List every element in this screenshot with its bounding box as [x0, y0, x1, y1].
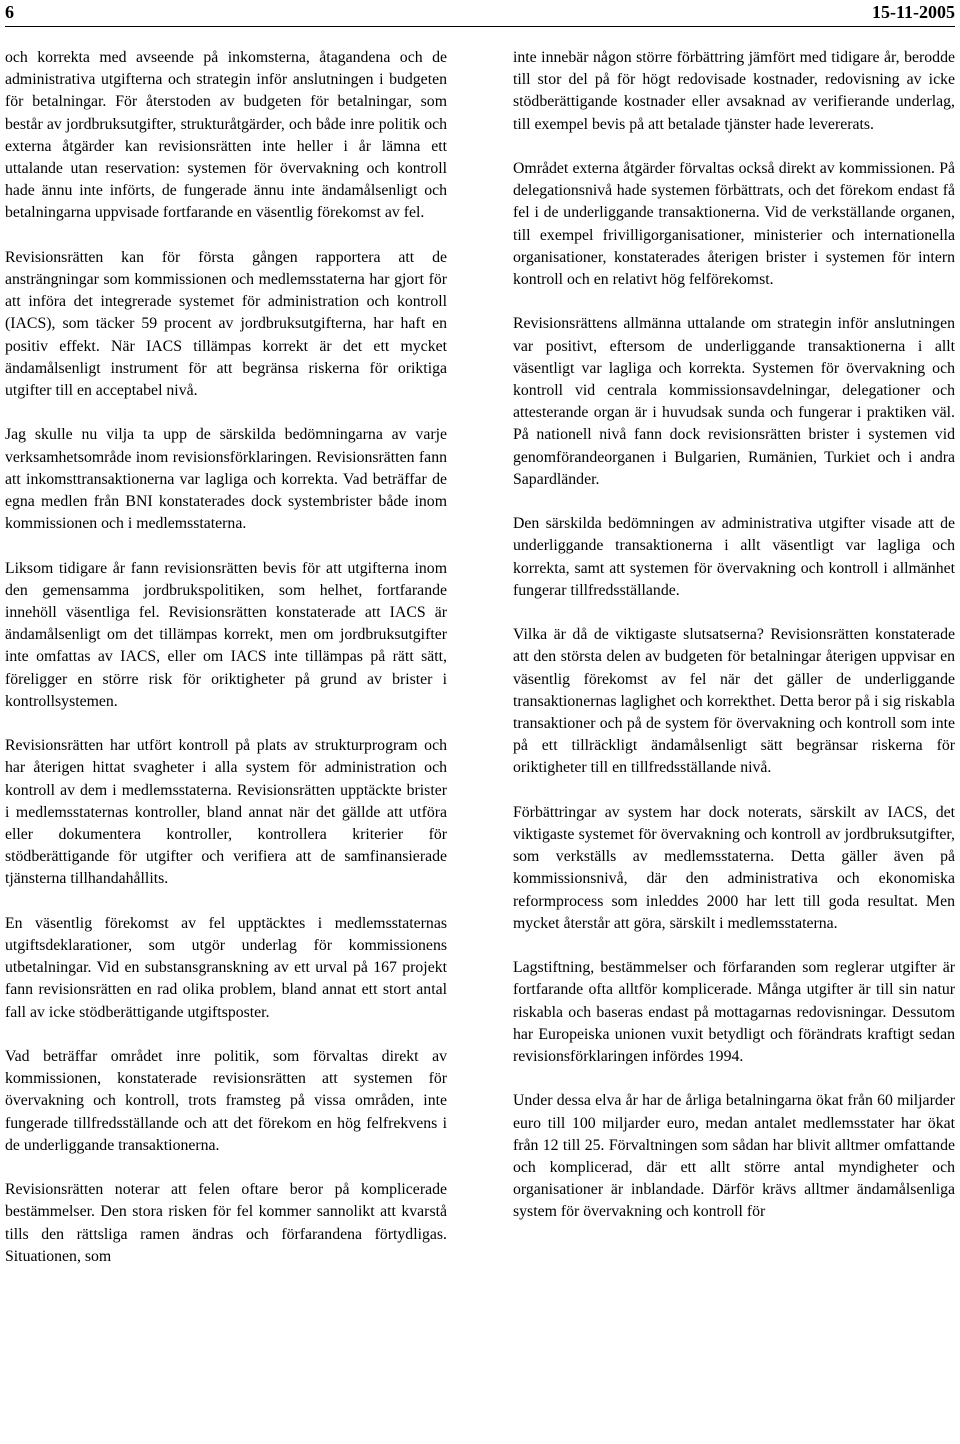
page-date: 15-11-2005 — [872, 2, 955, 22]
page-header — [5, 0, 955, 27]
paragraph: Förbättringar av system har dock noterats, särskilt av IACS, det viktigaste systemet för övervakning och kontroll av jordbruksutgifter, som verkställs av medlemsstaterna. Detta gäller även på kommissionsnivå, där den administrativa och ekonomiska reformprocess som inleddes 2000 har lett till goda resultat. Men mycket återstår att göra, särskilt i medlemsstaterna. — [513, 803, 955, 932]
paragraph: och korrekta med avseende på inkomsterna, åtagandena och de administrativa utgifterna och strategin inför anslutningen i budgeten för betalningar. För återstoden av budgeten för betalningar, som består av jordbruksutgifter, strukturåtgärder, och både inre politik och externa åtgärder kan revisionsrätten inte heller i år lämna ett uttalande utan reservation: systemen för övervakning och kontroll hade ännu inte införts, de fungerade ännu inte ändamålsenligt och betalningarna uppvisade fortfarande en väsentlig förekomst av fel. — [5, 49, 447, 222]
paragraph: Vad beträffar området inre politik, som förvaltas direkt av kommissionen, konstaterade revisionsrätten att systemen för övervakning och kontroll, trots framsteg på vissa områden, inte fungerade tillfredsställande och att det förekom en hög felfrekvens i de underliggande transaktionerna. — [5, 1048, 447, 1154]
page-number: 6 — [5, 2, 14, 22]
paragraph: inte innebär någon större förbättring jämfört med tidigare år, berodde till stor del på för högt redovisade kostnader, redovisning av icke stödberättigande kostnader eller avsaknad av verifierande underlag, till exempel bevis på att betalade tjänster hade levererats. — [513, 49, 955, 133]
paragraph: Liksom tidigare år fann revisionsrätten bevis för att utgifterna inom den gemensamma jordbrukspolitiken, som helhet, fortfarande innehöll väsentliga fel. Revisionsrätten konstaterade att IACS är ändamålsenligt om det tillämpas korrekt, men om jordbruksutgifter inte omfattas av IACS, eller om IACS inte tillämpas på rätt sätt, föreligger en större risk för oriktigheter på grund av brister i kontrollsystemen. — [5, 559, 447, 710]
paragraph: Revisionsrätten noterar att felen oftare beror på komplicerade bestämmelser. Den stora risken för fel kommer sannolikt att kvarstå tills den rättsliga ramen ändras och förfarandena förtydligas. Situationen, som — [5, 1181, 447, 1265]
paragraph: Revisionsrättens allmänna uttalande om strategin inför anslutningen var positivt, eftersom de underliggande transaktionerna i allt väsentligt var lagliga och korrekta. Systemen för övervakning och kontroll vid centrala kommissionsavdelningar, delegationer och attesterande organ är i huvudsak sunda och fungerar i praktiken väl. På nationell nivå fann dock revisionsrätten brister i systemen vid genomförandeorganen i Bulgarien, Rumänien, Turkiet och i andra Sapardländer. — [513, 315, 955, 488]
paragraph: Den särskilda bedömningen av administrativa utgifter visade att de underliggande transaktionerna i allt väsentligt var lagliga och korrekta, samt att systemen för övervakning och kontroll i allmänhet fungerar tillfredsställande. — [513, 515, 955, 599]
paragraph: Under dessa elva år har de årliga betalningarna ökat från 60 miljarder euro till 100 miljarder euro, medan antalet medlemsstater har ökat från 12 till 25. Förvaltningen som sådan har blivit alltmer omfattande och komplicerad, där ett allt större antal myndigheter och organisationer är inblandade. Därför krävs alltmer ändamålsenliga system för övervakning och kontroll för — [513, 1092, 955, 1221]
left-text-column — [5, 47, 447, 1268]
right-text-column — [513, 47, 955, 1224]
paragraph: Lagstiftning, bestämmelser och förfaranden som reglerar utgifter är fortfarande ofta alltför komplicerade. Många utgifter är till sin natur riskabla och baseras endast på mottagarnas redovisningar. Dessutom har Europeiska unionen vuxit betydligt och förändrats kraftigt sedan revisionsförklaringen infördes 1994. — [513, 959, 955, 1066]
paragraph: Området externa åtgärder förvaltas också direkt av kommissionen. På delegationsnivå hade systemen förbättrats, och det förekom endast få fel i de underliggande transaktionerna. Vid de verkställande organen, till exempel frivilligorganisationer, ministerier och internationella organisationer, konstaterades återigen brister i systemen för intern kontroll och en relativt hög felförekomst. — [513, 160, 955, 289]
paragraph: En väsentlig förekomst av fel upptäcktes i medlemsstaternas utgiftsdeklarationer, som utgör underlag för kommissionens utbetalningar. Vid en substansgranskning av ett urval på 167 projekt fann revisionsrätten en rad olika problem, bland annat ett stort antal fall av icke stödberättigande utgiftsposter. — [5, 914, 447, 1021]
paragraph: Revisionsrätten har utfört kontroll på plats av strukturprogram och har återigen hittat svagheter i alla system för administration och kontroll av dem i medlemsstaterna. Revisionsrätten upptäckte brister i medlemsstaternas kontroller, bland annat när det gällde att utföra eller dokumentera kontroller, kontrollera kriterier för stödberättigande för utgifter och verifiera att de samfinansierade tjänsterna tillhandahållits. — [5, 737, 447, 888]
paragraph: Revisionsrätten kan för första gången rapportera att de ansträngningar som kommissionen och medlemsstaterna har gjort för att införa det integrerade systemet för administration och kontroll (IACS), som täcker 59 procent av jordbruksutgifterna, har haft en positiv effekt. När IACS tillämpas korrekt är det ett mycket ändamålsenligt instrument för att begränsa riskerna för oriktiga utgifter till en acceptabel nivå. — [5, 248, 447, 400]
paragraph: Jag skulle nu vilja ta upp de särskilda bedömningarna av varje verksamhetsområde inom revisionsförklaringen. Revisionsrätten fann att inkomsttransaktionerna var lagliga och korrekta. Vad beträffar de egna medlen från BNI konstaterades dock systembrister både inom kommissionen och i medlemsstaterna. — [5, 426, 447, 533]
paragraph: Vilka är då de viktigaste slutsatserna? Revisionsrätten konstaterade att den största delen av budgeten för betalningar återigen uppvisar en väsentlig förekomst av fel när det gäller de underliggande transaktionernas laglighet och korrekthet. Detta beror på i sig riskabla transaktioner och på de system för övervakning och kontroll som inte på ett tillräckligt ändamålsenligt sätt begränsar riskerna för oriktigheter till en tillfredsställande nivå. — [513, 626, 955, 777]
